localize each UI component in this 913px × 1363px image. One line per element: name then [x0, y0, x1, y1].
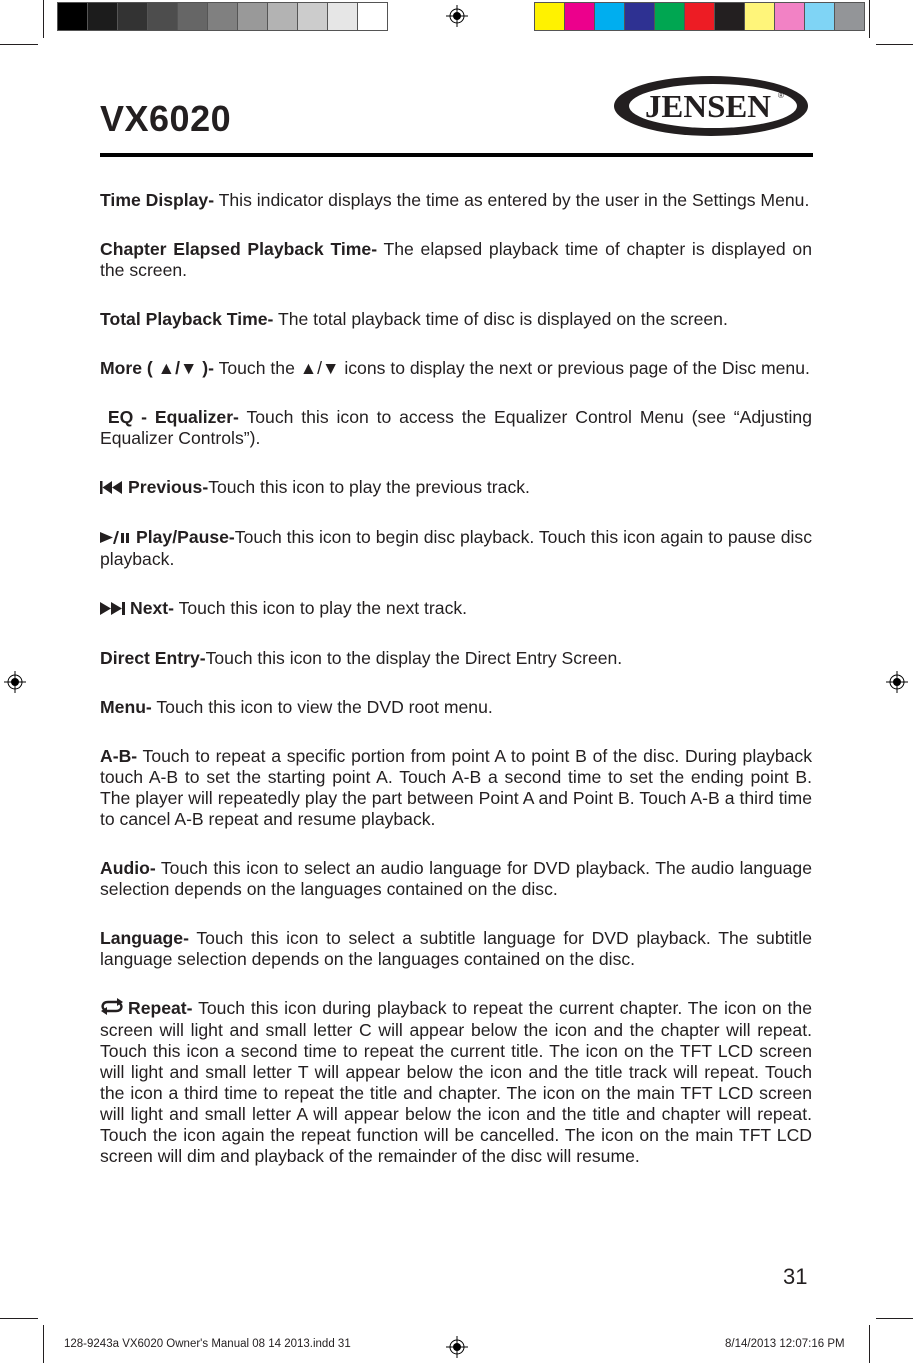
color-swatch	[625, 3, 655, 30]
feature-label: Time Display-	[100, 190, 215, 210]
feature-description: Touch this icon to play the next track.	[174, 598, 468, 618]
feature-description: Touch this icon to view the DVD root menu.	[151, 697, 493, 717]
feature-label: Total Playback Time-	[100, 309, 274, 329]
feature-entry	[100, 746, 812, 830]
color-swatch	[685, 3, 715, 30]
previous-track-icon	[100, 478, 124, 499]
color-swatch	[835, 3, 864, 30]
color-swatch	[328, 3, 358, 30]
color-swatch	[655, 3, 685, 30]
color-swatch	[298, 3, 328, 30]
color-swatch	[208, 3, 238, 30]
feature-description: The total playback time of disc is displayed on the screen.	[273, 309, 728, 329]
feature-entry	[100, 697, 812, 718]
svg-text:®: ®	[778, 91, 784, 100]
play-pause-icon	[100, 528, 132, 549]
crop-mark	[869, 1325, 870, 1363]
feature-label: EQ - Equalizer-	[100, 407, 239, 427]
feature-description: This indicator displays the time as entered by the user in the Settings Menu.	[214, 190, 810, 210]
feature-descriptions	[100, 190, 812, 1195]
feature-description: Touch to repeat a specific portion from point A to point B of the disc. During playback touch A-B to set the starting point A. Touch A-B a second time to set the ending point B. The player will repeatedly play the part between Point A and Point B. Touch A-B a third time to cancel A-B repeat and resume playback.	[100, 746, 812, 829]
color-swatch	[715, 3, 745, 30]
feature-label: Previous-	[128, 477, 209, 497]
jensen-logo	[612, 74, 810, 138]
grayscale-color-bar	[57, 2, 388, 31]
color-swatch	[805, 3, 835, 30]
feature-entry	[100, 407, 812, 449]
page-number: 31	[783, 1264, 808, 1289]
feature-description: Touch this icon to select a subtitle language for DVD playback. The subtitle language selection depends on the languages contained on the disc.	[100, 928, 812, 969]
print-slug-date: 8/14/2013 12:07:16 PM	[725, 1338, 845, 1350]
color-swatch	[775, 3, 805, 30]
color-swatch	[238, 3, 268, 30]
feature-description: Touch this icon to select an audio language for DVD playback. The audio language selection depends on the languages contained on the disc.	[100, 858, 812, 899]
process-color-bar	[534, 2, 865, 31]
crop-mark	[869, 0, 870, 38]
feature-label: Menu-	[100, 697, 152, 717]
feature-label: Language-	[100, 928, 189, 948]
registration-mark-icon	[446, 5, 468, 27]
color-swatch	[535, 3, 565, 30]
crop-mark	[43, 1325, 44, 1363]
color-swatch	[358, 3, 387, 30]
registration-mark-icon	[446, 1336, 468, 1358]
feature-entry	[100, 239, 812, 281]
feature-label: Direct Entry-	[100, 648, 206, 668]
registration-mark-icon	[886, 671, 908, 693]
feature-label: A-B-	[100, 746, 138, 766]
next-track-icon	[100, 599, 126, 620]
repeat-icon	[100, 998, 124, 1020]
color-swatch	[745, 3, 775, 30]
feature-description: Touch this icon to play the previous track.	[208, 477, 530, 497]
feature-entry	[100, 598, 812, 620]
feature-entry	[100, 358, 812, 379]
feature-entry	[100, 527, 812, 570]
color-swatch	[268, 3, 298, 30]
color-swatch	[58, 3, 88, 30]
svg-text:JENSEN: JENSEN	[645, 88, 771, 124]
feature-description: Touch this icon to begin disc playback. Touch this icon again to pause disc playback.	[100, 527, 812, 569]
feature-entry	[100, 928, 812, 970]
feature-label: Next-	[130, 598, 174, 618]
crop-mark	[43, 0, 44, 38]
feature-description: The elapsed playback time of chapter is displayed on the screen.	[100, 239, 813, 280]
feature-entry	[100, 190, 812, 211]
feature-entry	[100, 648, 812, 669]
print-slug-file: 128-9243a VX6020 Owner's Manual 08 14 2013.indd 31	[64, 1338, 351, 1350]
crop-mark	[0, 44, 38, 45]
feature-label: Play/Pause-	[136, 527, 235, 547]
crop-mark	[0, 1318, 38, 1319]
feature-label: Audio-	[100, 858, 156, 878]
color-swatch	[595, 3, 625, 30]
header-rule	[100, 153, 813, 157]
feature-entry	[100, 858, 812, 900]
crop-mark	[876, 1318, 913, 1319]
feature-label: Repeat-	[128, 998, 193, 1018]
color-swatch	[88, 3, 118, 30]
feature-entry	[100, 309, 812, 330]
feature-description: Touch this icon to the display the Direct Entry Screen.	[205, 648, 623, 668]
feature-description: Touch this icon during playback to repeat the current chapter. The icon on the screen will light and small letter C will appear below the icon and the chapter will repeat. Touch this icon a second time to repeat the current title. The icon on the TFT LCD screen will light and small letter T will appear below the icon and the title track will repeat. Touch the icon a third time to repeat the title and chapter. The icon on the main TFT LCD screen will light and small letter A will appear below the icon and the title and chapter will repeat. Touch the icon again the repeat function will be cancelled. The icon on the main TFT LCD screen will dim and playback of the remainder of the disc will resume.	[100, 998, 812, 1166]
feature-entry	[100, 477, 812, 499]
color-swatch	[178, 3, 208, 30]
color-swatch	[565, 3, 595, 30]
crop-mark	[876, 44, 913, 45]
feature-label: More ( ▲/▼ )-	[100, 358, 214, 378]
feature-description: Touch this icon to access the Equalizer Control Menu (see “Adjusting Equalizer Controls”).	[100, 407, 812, 448]
feature-description: Touch the ▲/▼ icons to display the next or previous page of the Disc menu.	[214, 358, 810, 378]
color-swatch	[118, 3, 148, 30]
model-title: VX6020	[100, 98, 232, 139]
color-swatch	[148, 3, 178, 30]
registration-mark-icon	[4, 671, 26, 693]
feature-entry	[100, 998, 812, 1167]
feature-label: Chapter Elapsed Playback Time-	[100, 239, 378, 259]
